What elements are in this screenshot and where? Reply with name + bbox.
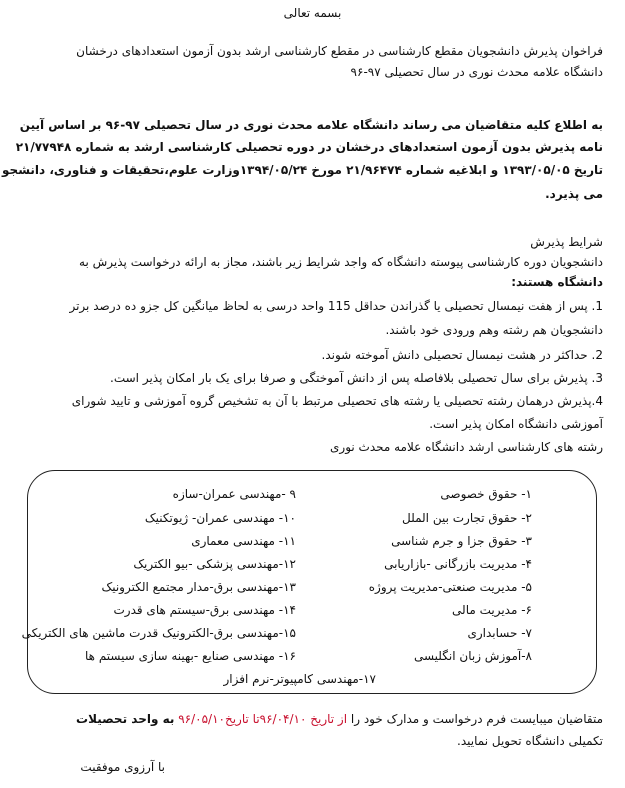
fields-box	[21, 470, 597, 694]
deadline-end: به واحد تحصیلات	[76, 712, 175, 726]
heading-line-2: دانشگاه علامه محدث نوری در سال تحصیلی ۹۷-۹۶	[350, 65, 603, 79]
condition-2: 2. حداکثر در هشت نیمسال تحصیلی دانش آموخته شوند.	[321, 348, 603, 362]
field-item: ۸-آموزش زبان انگلیسی	[413, 649, 532, 663]
deadline-line-2: تکمیلی دانشگاه تحویل نمایید.	[457, 734, 603, 748]
condition-4b: آموزشی دانشگاه امکان پذیر است.	[429, 417, 603, 431]
conditions-title: شرایط پذیرش	[530, 235, 603, 249]
field-item: ۷- حسابداری	[467, 626, 532, 640]
field-item: ۱۰- مهندسی عمران- ژیوتکنیک	[144, 511, 296, 525]
intro-line-3: تاریخ ۱۳۹۳/۰۵/۰۵ و ابلاغیه شماره ۲۱/۹۶۴۷۴ مورخ ۱۳۹۴/۰۵/۲۴وزارت علوم،تحقیقات و فناوری، دانشجو	[2, 163, 603, 177]
intro-line-1: به اطلاع کلیه متقاضیان می رساند دانشگاه علامه محدث نوری در سال تحصیلی ۹۷-۹۶ بر اساس آیین	[19, 118, 603, 132]
deadline-start: متقاضیان میبایست فرم درخواست و مدارک خود را	[350, 712, 603, 726]
condition-3: 3. پذیرش برای سال تحصیلی بلافاصله پس از دانش آموختگی و صرفا برای یک بار امکان پذیر است.	[110, 371, 603, 385]
field-item: ۱۶- مهندسی صنایع -بهینه سازی سیستم ها	[85, 649, 296, 663]
field-item: ۱۱- مهندسی معماری	[191, 534, 296, 548]
fields-title: رشته های کارشناسی ارشد دانشگاه علامه محدث نوری	[330, 440, 603, 454]
intro-line-4: می پذیرد.	[545, 187, 603, 201]
deadline-line-1	[76, 713, 603, 725]
deadline-dates: از تاریخ ۹۶/۰۴/۱۰تا تاریخ۹۶/۰۵/۱۰	[178, 712, 348, 726]
field-item: ۱- حقوق خصوصی	[440, 487, 532, 501]
field-item: ۱۳-مهندسی برق-مدار مجتمع الکترونیک	[101, 580, 296, 594]
intro-line-2: نامه پذیرش بدون آزمون استعدادهای درخشان در دوره تحصیلی کارشناسی ارشد به شماره ۲۱/۷۷۹۴۸	[15, 140, 603, 154]
conditions-intro-1: دانشجویان دوره کارشناسی پیوسته دانشگاه که واجد شرایط زیر باشند، مجاز به ارائه درخواست پذیرش به	[79, 255, 603, 269]
condition-4a: 4.پذیرش درهمان رشته تحصیلی یا رشته های تحصیلی مرتبط با آن به تشخیص گروه آموزشی و تایید شورای	[71, 394, 603, 408]
field-item: ۵- مدیریت صنعتی-مدیریت پروژه	[368, 580, 532, 594]
field-item: ۴- مدیریت بازرگانی -بازاریابی	[384, 557, 532, 571]
field-item: ۳- حقوق جزا و جرم شناسی	[391, 534, 532, 548]
field-item: ۱۷-مهندسی کامپیوتر-نرم افزار	[223, 672, 376, 686]
field-item: ۲- حقوق تجارت بین الملل	[402, 511, 532, 525]
heading-line-1: فراخوان پذیرش دانشجویان مقطع کارشناسی در مقطع کارشناسی ارشد بدون آزمون استعدادهای درخشان	[76, 44, 603, 58]
condition-1a: 1. پس از هفت نیمسال تحصیلی یا گذراندن حداقل 115 واحد درسی به لحاظ میانگین کل جزو ده درصد برتر	[69, 299, 603, 313]
field-item: ۶- مدیریت مالی	[452, 603, 532, 617]
field-item: ۱۵-مهندسی برق-الکترونیک قدرت ماشین های الکتریکی	[21, 626, 296, 640]
conditions-intro-2: دانشگاه هستند:	[511, 275, 603, 289]
condition-1b: دانشجویان هم رشته وهم ورودی خود باشند.	[385, 323, 603, 337]
field-item: ۹ -مهندسی عمران-سازه	[172, 487, 296, 501]
closing-text: با آرزوی موفقیت	[80, 760, 165, 774]
field-item: ۱۲-مهندسی پزشکی -بیو الکتریک	[133, 557, 296, 571]
field-item: ۱۴- مهندسی برق-سیستم های قدرت	[113, 603, 296, 617]
besmeh: بسمه تعالی	[283, 6, 342, 20]
